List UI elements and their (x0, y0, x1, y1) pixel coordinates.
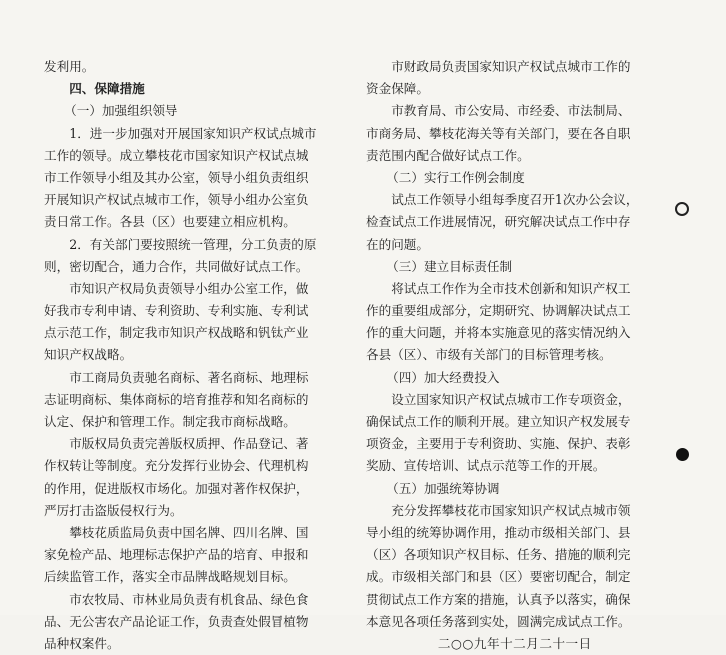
text-line: 资金保障。 (366, 81, 429, 97)
left-column (44, 56, 344, 655)
text-line: 开展知识产权试点城市工作，领导小组办公室负 (44, 192, 309, 208)
text-line: 各县（区）、市级有关部门的目标管理考核。 (366, 347, 612, 363)
section-heading: 四、保障措施 (69, 81, 145, 97)
text-line: 贯彻试点工作方案的措施，认真予以落实，确保 (366, 591, 631, 607)
text-line: 作的重要组成部分，定期研究、协调解决试点工 (366, 303, 631, 319)
text-line: 作权转让等制度。充分发挥行业协会、代理机构 (44, 458, 309, 474)
document-date: 二○○九年十二月二十一日 (437, 635, 592, 651)
text-line: 品、无公害农产品论证工作，负责查处假冒植物 (44, 613, 309, 629)
text-line: 后续监管工作，落实全市品牌战略规划目标。 (44, 569, 296, 585)
text-line: 责日常工作。各县（区）也要建立相应机构。 (44, 214, 296, 230)
text-line: 市版权局负责完善版权质押、作品登记、著 (69, 436, 309, 452)
right-column (366, 56, 668, 655)
text-line: 市财政局负责国家知识产权试点城市工作的 (391, 59, 631, 74)
text-line: 市农牧局、市林业局负责有机食品、绿色食 (69, 591, 309, 607)
binder-hole-mark (676, 448, 689, 461)
text-line: 作的重大问题，并将本实施意见的落实情况纳入 (366, 325, 631, 341)
text-line: 市工作领导小组及其办公室，领导小组负责组织 (44, 169, 309, 185)
text-line: 工作的领导。成立攀枝花市国家知识产权试点城 (44, 147, 309, 163)
text-line: 将试点工作作为全市技术创新和知识产权工 (391, 280, 631, 296)
text-line: 志证明商标、集体商标的培育推荐和知名商标的 (44, 391, 309, 407)
binder-hole-mark (675, 202, 689, 216)
text-line: 检查试点工作进展情况，研究解决试点工作中存 (366, 214, 631, 230)
section-heading: （四）加大经费投入 (386, 369, 500, 385)
text-line: 家免检产品、地理标志保护产品的培育、申报和 (44, 547, 309, 563)
text-line: 确保试点工作的顺利开展。建立知识产权发展专 (366, 414, 631, 429)
text-line: 成。市级相关部门和县（区）要密切配合，制定 (366, 569, 631, 585)
text-line: 2．有关部门要按照统一管理，分工负责的原 (69, 236, 317, 252)
section-heading: （一）加强组织领导 (64, 103, 178, 119)
text-line: 市商务局、攀枝花海关等有关部门，要在各自职 (366, 125, 631, 141)
text-line: 认定、保护和管理工作。制定我市商标战略。 (44, 414, 296, 429)
text-line: 品种权案件。 (44, 635, 120, 651)
text-line: 导小组的统筹协调作用，推动市级相关部门、县 (366, 524, 631, 540)
text-line: 试点工作领导小组每季度召开1次办公会议， (391, 192, 639, 208)
section-heading: （三）建立目标责任制 (386, 258, 513, 274)
text-line: 项资金，主要用于专利资助、实施、保护、表彰 (366, 436, 631, 452)
text-line: 奖励、宣传培训、试点示范等工作的开展。 (366, 458, 606, 474)
text-line: 知识产权战略。 (44, 347, 133, 363)
text-line: 好我市专利申请、专利资助、专利实施、专利试 (44, 303, 309, 319)
text-line: 在的问题。 (366, 236, 429, 252)
text-line: 严厉打击盗版侵权行为。 (44, 502, 183, 518)
text-line: 市工商局负责驰名商标、著名商标、地理标 (69, 369, 309, 385)
text-line: 发利用。 (44, 59, 95, 74)
text-line: 设立国家知识产权试点城市工作专项资金， (391, 391, 631, 407)
text-line: 的作用，促进版权市场化。加强对著作权保护， (44, 480, 309, 496)
text-line: 攀枝花质监局负责中国名牌、四川名牌、国 (69, 524, 309, 540)
text-line: 责范围内配合做好试点工作。 (366, 147, 530, 163)
section-heading: （五）加强统筹协调 (386, 480, 500, 496)
text-line: （区）各项知识产权目标、任务、措施的顺利完 (366, 547, 631, 563)
text-line: 本意见各项任务落到实处，圆满完成试点工作。 (366, 613, 631, 629)
section-heading: （二）实行工作例会制度 (386, 169, 525, 185)
text-line: 1．进一步加强对开展国家知识产权试点城市 (69, 125, 317, 141)
text-line: 市知识产权局负责领导小组办公室工作，做 (69, 280, 309, 296)
text-line: 充分发挥攀枝花市国家知识产权试点城市领 (391, 502, 631, 518)
text-line: 点示范工作，制定我市知识产权战略和钒钛产业 (44, 325, 309, 341)
text-line: 则，密切配合，通力合作，共同做好试点工作。 (44, 258, 309, 274)
text-line: 市教育局、市公安局、市经委、市法制局、 (391, 103, 631, 119)
